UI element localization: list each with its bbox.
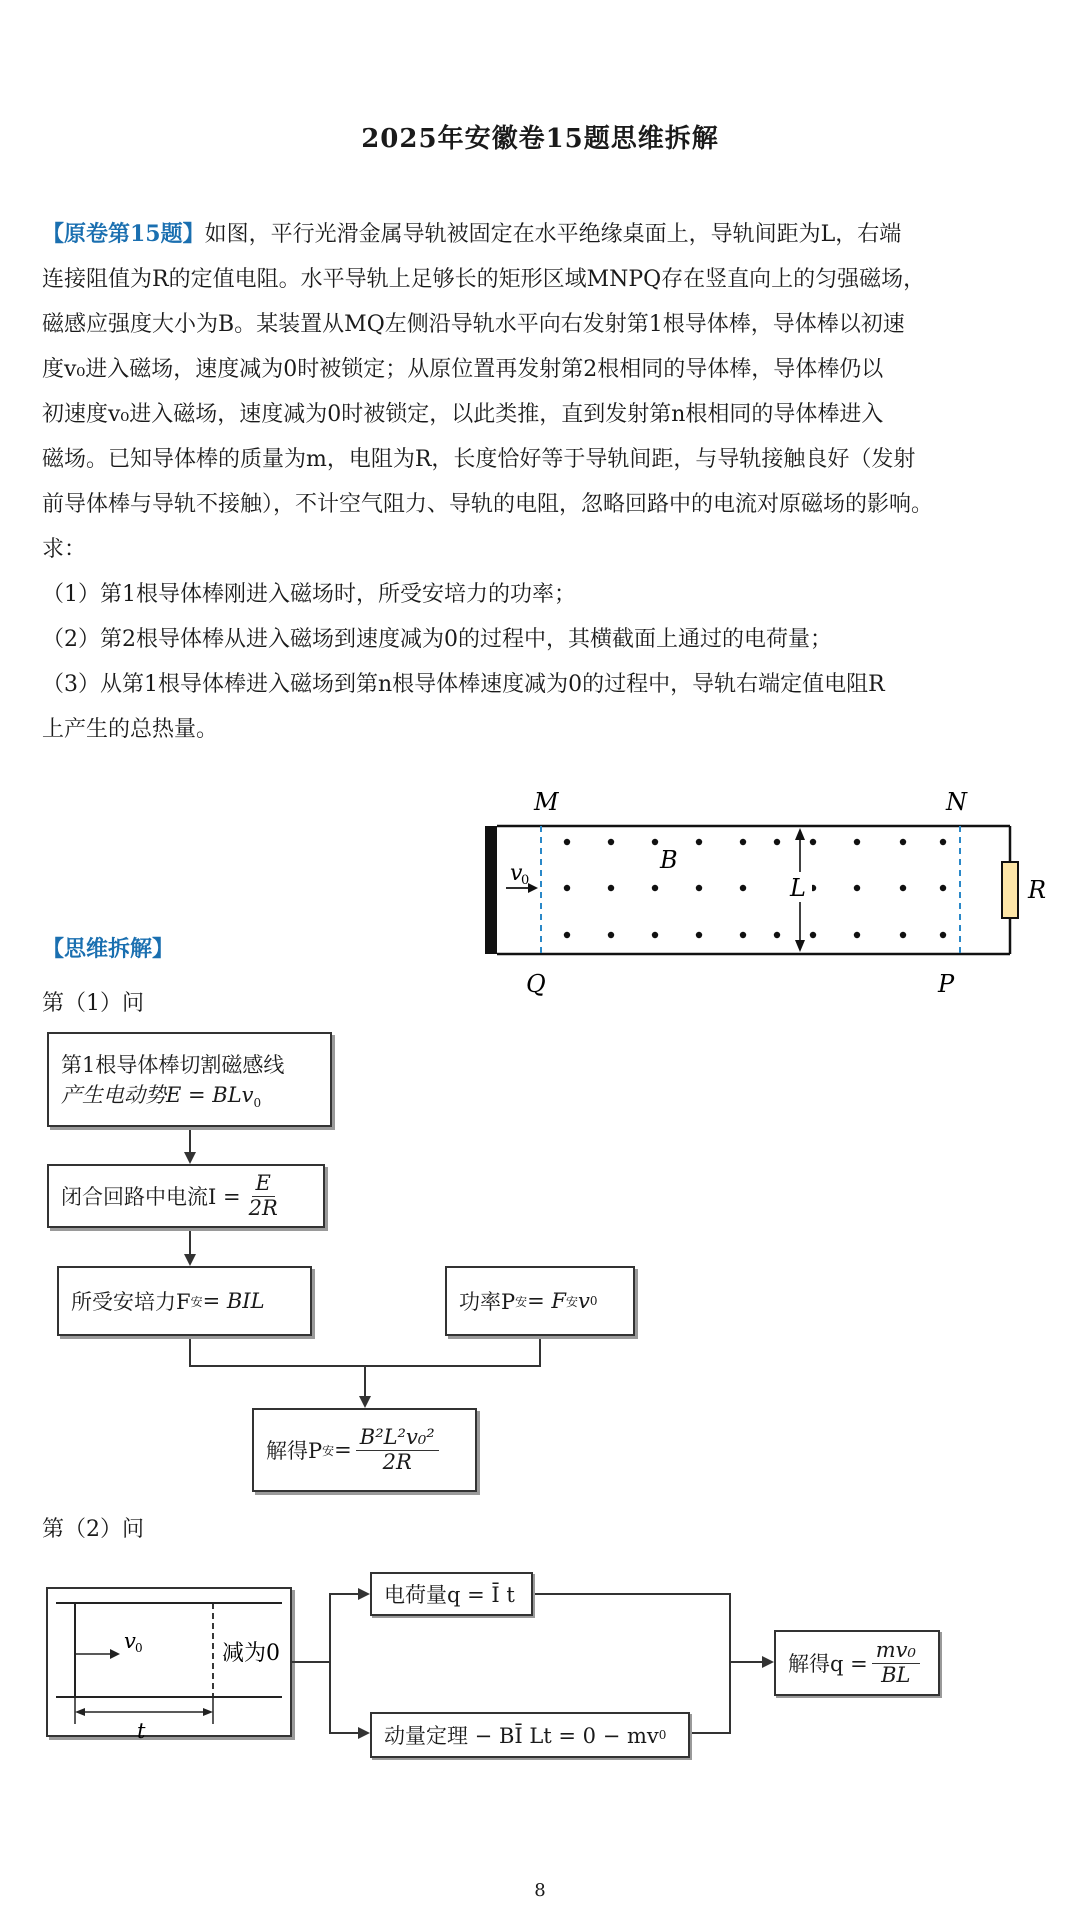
q1-result-prefix: 解得P xyxy=(266,1439,323,1463)
analysis-heading: 【思维拆解】 xyxy=(42,936,175,962)
q2-result-fraction xyxy=(872,1639,920,1686)
q2-box-charge xyxy=(370,1572,533,1616)
q1-result-num: B²L²v₀² xyxy=(356,1426,439,1450)
problem-line: 磁场。已知导体棒的质量为m，电阻为R，长度恰好等于导轨间距，与导轨接触良好（发射 xyxy=(42,447,916,472)
diagram-t: t xyxy=(137,1719,146,1743)
rail-figure xyxy=(485,788,1046,998)
q2-result-num: mv₀ xyxy=(872,1639,920,1663)
q1-box-emf-line1: 第1根导体棒切割磁感线 xyxy=(61,1052,285,1077)
q1-box-power xyxy=(445,1266,635,1336)
q2-result-prefix: 解得q = xyxy=(788,1652,868,1676)
q2-result-den: BL xyxy=(881,1662,911,1687)
q1-force-sub: 安 xyxy=(190,1294,203,1309)
problem-line: 磁感应强度大小为B。某装置从MQ左侧沿导轨水平向右发射第1根导体棒，导体棒以初速 xyxy=(42,312,905,337)
label-L: L xyxy=(790,874,806,902)
q2-label: 第（2）问 xyxy=(42,1517,144,1542)
problem-line: 求： xyxy=(42,537,87,562)
label-R: R xyxy=(1028,876,1047,904)
q1-power-rest: v xyxy=(578,1289,590,1313)
page-title: 2025年安徽卷15题思维拆解 xyxy=(361,124,719,154)
label-P: P xyxy=(938,970,955,998)
label-N: N xyxy=(946,788,967,816)
diagram-v0-sub: 0 xyxy=(135,1641,143,1655)
q2-charge-text: 电荷量q = Ī t xyxy=(384,1583,515,1607)
q2-box-momentum xyxy=(370,1712,690,1758)
field-dots xyxy=(564,839,946,938)
q1-result-eq: = xyxy=(334,1438,352,1462)
q1-label: 第（1）问 xyxy=(42,991,144,1016)
label-Q: Q xyxy=(526,970,546,998)
problem-line: 上产生的总热量。 xyxy=(42,717,219,742)
problem-line: 度v₀进入磁场，速度减为0时被锁定；从原位置再发射第2根相同的导体棒，导体棒仍以 xyxy=(42,357,884,382)
q1-current-num: E xyxy=(252,1172,275,1196)
label-B: B xyxy=(660,846,678,874)
problem-line: 如图，平行光滑金属导轨被固定在水平绝缘桌面上，导轨间距为L，右端 xyxy=(204,222,902,247)
problem-line: （3）从第1根导体棒进入磁场到第n根导体棒速度减为0的过程中，导轨右端定值电阻R xyxy=(42,672,885,697)
problem-line: 连接阻值为R的定值电阻。水平导轨上足够长的矩形区域MNPQ存在竖直向上的匀强磁场， xyxy=(42,267,926,292)
q1-current-den: 2R xyxy=(248,1195,278,1220)
q1-result-den: 2R xyxy=(382,1449,412,1474)
q1-box-emf-line2: 产生电动势E = BLv xyxy=(61,1082,254,1107)
problem-label: 【原卷第15题】 xyxy=(42,221,205,247)
problem-line: （1）第1根导体棒刚进入磁场时，所受安培力的功率； xyxy=(42,582,576,607)
q1-box-current xyxy=(47,1164,325,1228)
q1-current-prefix: 闭合回路中电流I = xyxy=(61,1185,241,1209)
resistor xyxy=(1002,862,1018,918)
q1-power-mid: = F xyxy=(527,1289,566,1313)
q1-force-text: 所受安培力F xyxy=(71,1290,191,1314)
q1-box-emf xyxy=(47,1032,332,1127)
q1-power-sub: 安 xyxy=(515,1294,528,1309)
q1-result-fraction xyxy=(356,1426,439,1473)
problem-line: 初速度v₀进入磁场，速度减为0时被锁定，以此类推，直到发射第n根相同的导体棒进入 xyxy=(42,402,884,427)
q1-result-sub: 安 xyxy=(322,1443,335,1458)
q1-force-rest: = BIL xyxy=(202,1289,265,1313)
sub-zero: 0 xyxy=(589,1294,598,1308)
label-v0: v xyxy=(510,861,523,886)
page-number: 8 xyxy=(534,1880,546,1901)
q1-box-force xyxy=(57,1266,312,1336)
q2-diagram xyxy=(47,1588,291,1743)
q2-box-result xyxy=(774,1630,940,1696)
label-M: M xyxy=(534,788,559,816)
q2-momentum-text: 动量定理 − BĪ Lt = 0 − mv xyxy=(384,1724,659,1748)
q1-power-text: 功率P xyxy=(459,1290,516,1314)
q1-power-sub2: 安 xyxy=(566,1294,579,1309)
q1-current-fraction xyxy=(245,1172,282,1219)
launcher-bar xyxy=(485,826,497,954)
diagram-v0: v xyxy=(124,1629,136,1653)
sub-zero: 0 xyxy=(253,1096,262,1111)
problem-line: （2）第2根导体棒从进入磁场到速度减为0的过程中，其横截面上通过的电荷量； xyxy=(42,627,832,652)
problem-line: 前导体棒与导轨不接触），不计空气阻力、导轨的电阻，忽略回路中的电流对原磁场的影响。 xyxy=(42,492,934,517)
diagram-reduce: 减为0 xyxy=(222,1641,280,1666)
sub-zero: 0 xyxy=(658,1728,667,1742)
label-v0-sub: 0 xyxy=(521,873,530,888)
q1-box-result xyxy=(252,1408,477,1492)
